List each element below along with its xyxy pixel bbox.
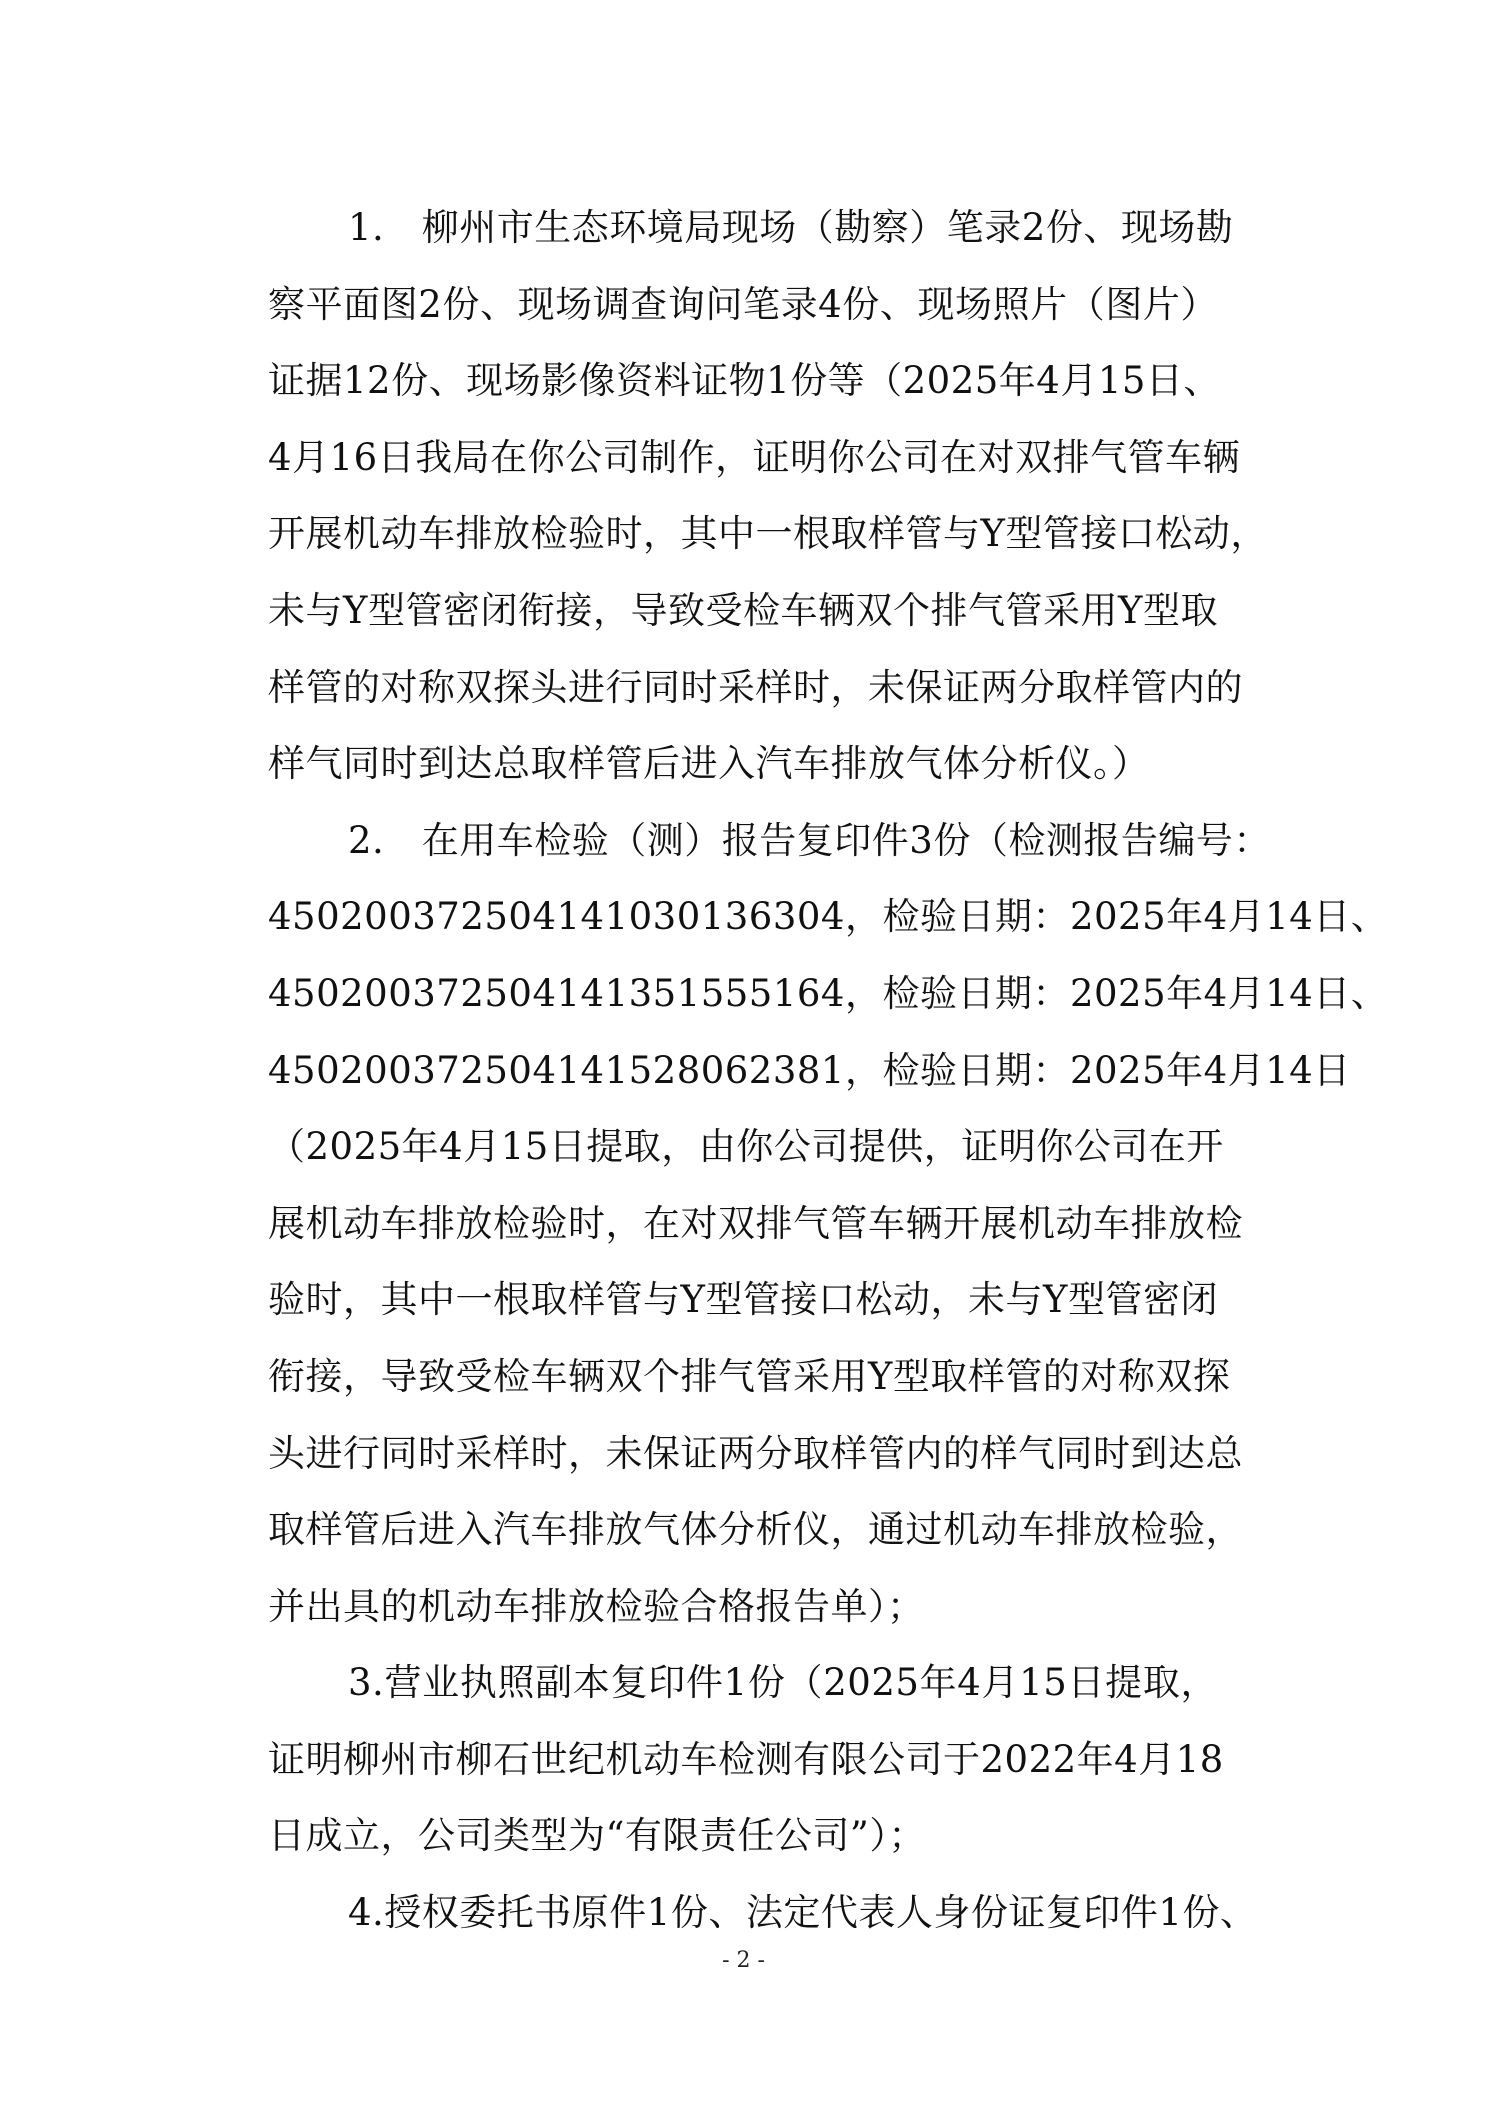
text-line-item2-e: （2025年4月15日提取，由你公司提供，证明你公司在开: [268, 1125, 1224, 1169]
text-line-item1-b: 察平面图2份、现场调查询问笔录4份、现场照片（图片）: [268, 282, 1218, 326]
text-line-item1-g: 样管的对称双探头进行同时采样时，未保证两分取样管内的: [268, 665, 1243, 709]
page-number: - 2 -: [722, 1948, 765, 1973]
text-line-item1-f: 未与Y型管密闭衔接，导致受检车辆双个排气管采用Y型取: [268, 588, 1218, 632]
text-line-item1-h: 样气同时到达总取样管后进入汽车排放气体分析仪。）: [268, 742, 1150, 786]
text-line-item2-b: 45020037250414103013630​4，检验日期：2025年4月14日、: [268, 895, 1389, 939]
text-line-item1-e: 开展机动车排放检验时，其中一根取样管与Y型管接口松动，: [268, 512, 1268, 556]
text-line-item2-k: 并出具的机动车排放检验合格报告单）；: [268, 1584, 925, 1628]
text-line-item2-j: 取样管后进入汽车排放气体分析仪，通过机动车排放检验，: [268, 1508, 1243, 1552]
text-line-item2-g: 验时，其中一根取样管与Y型管接口松动，未与Y型管密闭: [268, 1278, 1218, 1322]
text-line-item4-a: 4.授权委托书原件1份、法定代表人身份证复印件1份、: [348, 1891, 1258, 1935]
text-line-item2-d: 450200372504141528062381，检验日期：2025年4月14日: [268, 1048, 1351, 1092]
text-line-item1-d: 4月16日我局在你公司制作，证明你公司在对双排气管车辆: [268, 435, 1241, 479]
text-line-item2-f: 展机动车排放检验时，在对双排气管车辆开展机动车排放检: [268, 1201, 1243, 1245]
text-line-item3-c: 日成立，公司类型为“有限责任公司”）；: [268, 1814, 926, 1858]
document-body: [268, 190, 1389, 1952]
text-line-item2-i: 头进行同时采样时，未保证两分取样管内的样气同时到达总: [268, 1431, 1243, 1475]
text-line-item2-a: 2. 在用车检验（测）报告复印件3份（检测报告编号：: [348, 818, 1271, 862]
text-line-item2-c: 450200372504141351555164，检验日期：2025年4月14日、: [268, 971, 1389, 1015]
text-line-item1-a: 1. 柳州市生态环境局现场（勘察）笔录2份、现场勘: [348, 206, 1234, 249]
text-line-item3-a: 3.营业执照副本复印件1份（2025年4月15日提取，: [348, 1661, 1218, 1705]
text-line-item3-b: 证明柳州市柳石世纪机动车检测有限公司于2022年4月18: [268, 1737, 1224, 1781]
text-line-item1-c: 证据12份、现场影像资料证物1份等（2025年4月15日、: [268, 359, 1221, 403]
text-line-item2-h: 衔接，导致受检车辆双个排气管采用Y型取样管的对称双探: [268, 1354, 1231, 1398]
